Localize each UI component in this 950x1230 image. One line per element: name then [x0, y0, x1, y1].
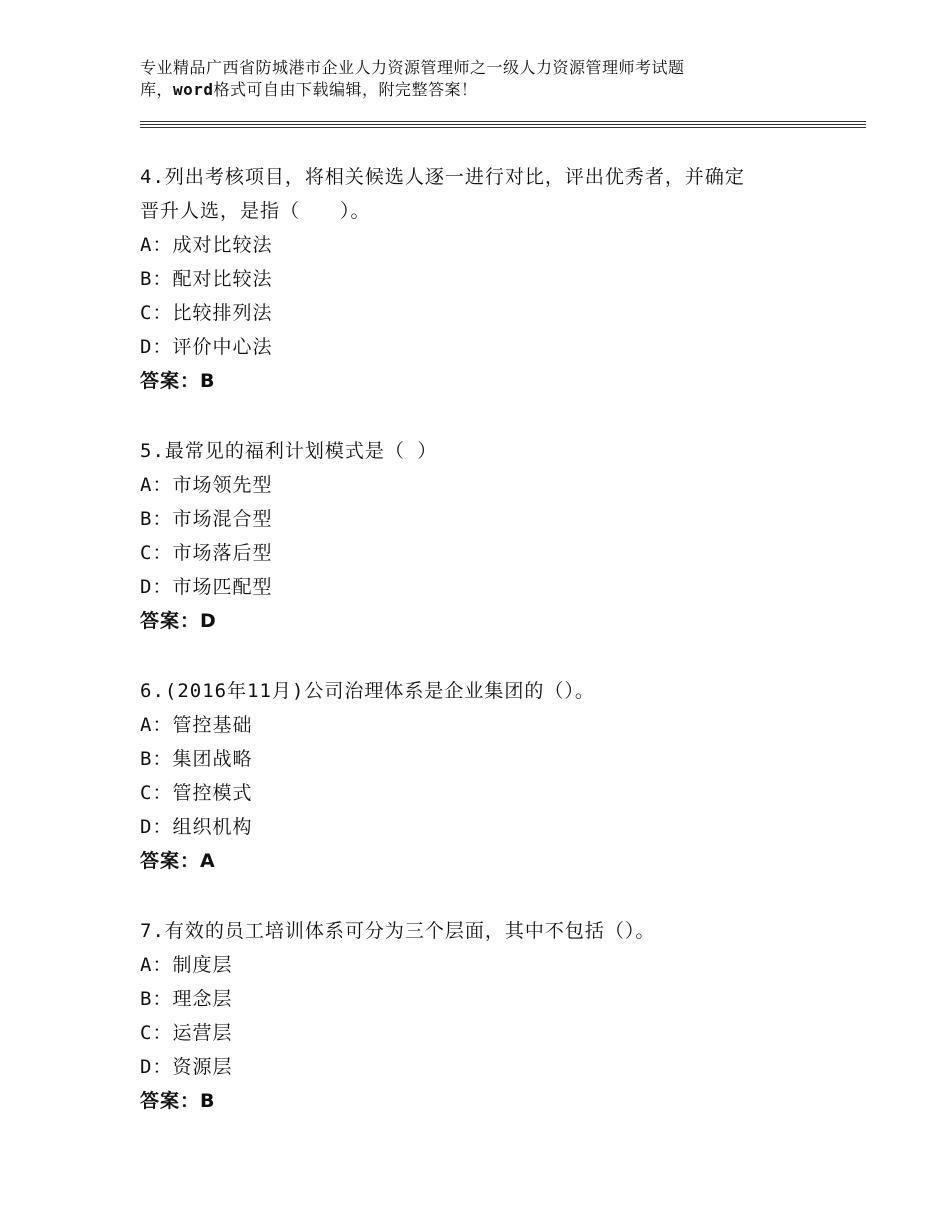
header-line-2-prefix: 库， — [140, 80, 174, 99]
header-line-2-suffix: 格式可自由下载编辑，附完整答案！ — [213, 80, 478, 99]
question-4 — [140, 160, 840, 398]
option-d: D：组织机构 — [140, 816, 253, 838]
question-6 — [140, 674, 840, 878]
header-divider-line-1 — [140, 121, 866, 122]
option-b: B：市场混合型 — [140, 508, 273, 530]
option-b: B：理念层 — [140, 988, 233, 1010]
option-d: D：评价中心法 — [140, 336, 273, 358]
option-d: D：资源层 — [140, 1056, 233, 1078]
option-c: C：运营层 — [140, 1022, 233, 1044]
header-line-2 — [140, 79, 840, 101]
header-divider-line-3 — [140, 127, 866, 128]
answer-label: 答案：B — [140, 1090, 216, 1112]
option-a: A：成对比较法 — [140, 234, 273, 256]
option-b: B：集团战略 — [140, 748, 253, 770]
answer-label: 答案：D — [140, 610, 217, 632]
answer-label: 答案：B — [140, 370, 216, 392]
header-line-1: 专业精品广西省防城港市企业人力资源管理师之一级人力资源管理师考试题 — [140, 58, 685, 77]
option-c: C：比较排列法 — [140, 302, 273, 324]
header-divider-line-2 — [140, 124, 866, 125]
question-5 — [140, 434, 840, 638]
question-text: 4.列出考核项目，将相关候选人逐一进行对比，评出优秀者，并确定 — [140, 166, 745, 188]
question-list — [140, 160, 840, 1154]
option-d: D：市场匹配型 — [140, 576, 273, 598]
question-text: 5.最常见的福利计划模式是（ ） — [140, 440, 438, 462]
option-a: A：市场领先型 — [140, 474, 273, 496]
option-c: C：管控模式 — [140, 782, 253, 804]
option-c: C：市场落后型 — [140, 542, 273, 564]
answer-label: 答案：A — [140, 850, 216, 872]
option-a: A：管控基础 — [140, 714, 253, 736]
question-text-continued: 晋升人选，是指（ ）。 — [140, 200, 371, 222]
question-text: 6.(2016年11月)公司治理体系是企业集团的（）。 — [140, 680, 595, 702]
question-text: 7.有效的员工培训体系可分为三个层面，其中不包括（）。 — [140, 920, 656, 942]
option-b: B：配对比较法 — [140, 268, 273, 290]
question-7 — [140, 914, 840, 1118]
header-word-label: word — [173, 80, 214, 99]
option-a: A：制度层 — [140, 954, 233, 976]
document-header — [140, 57, 840, 101]
